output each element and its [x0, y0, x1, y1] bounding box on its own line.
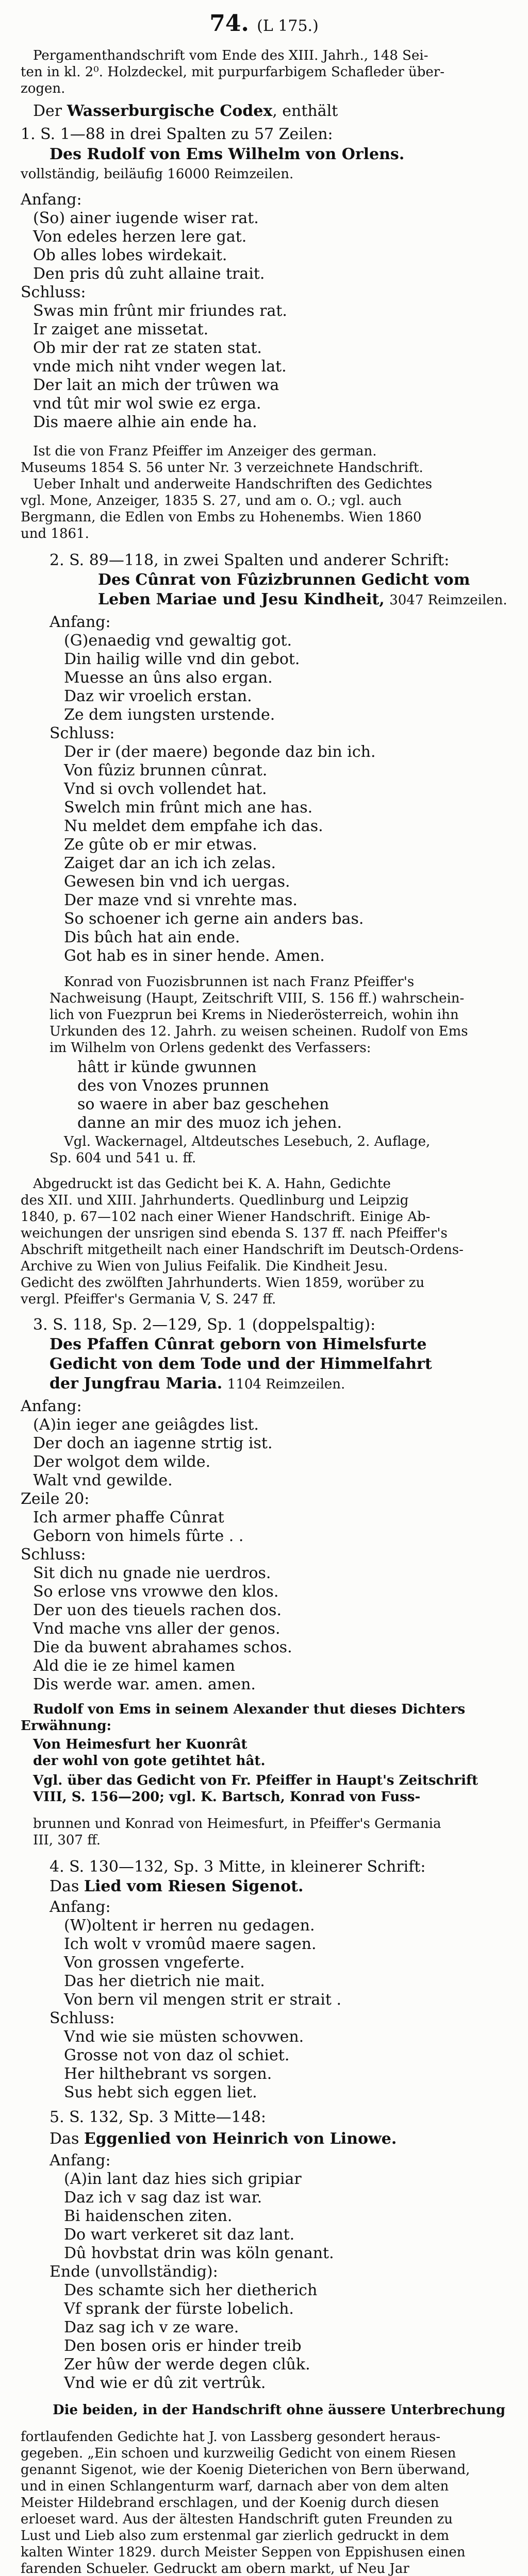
verse-line: Das her dietrich nie mait.	[64, 1972, 265, 1990]
ende-label: Ende (unvollständig):	[50, 2263, 218, 2281]
verse-line: (A)in lant daz hies sich gripiar	[64, 2170, 302, 2188]
schluss-label: Schluss:	[21, 1546, 86, 1564]
verse-line: So schoener ich gerne ain anders bas.	[64, 910, 364, 928]
note-line: brunnen und Konrad von Heimesfurt, in Pfeiffer's Germania	[33, 1816, 441, 1832]
verse-line: Den bosen oris er hinder treib	[64, 2337, 302, 2355]
verse-line: Vnd si ovch vollendet hat.	[64, 780, 267, 798]
verse-line: Daz ich v sag daz ist war.	[64, 2189, 262, 2207]
verse-line: Dis werde war. amen. amen.	[33, 1675, 256, 1693]
verse-line: des von Vnozes prunnen	[77, 1077, 269, 1095]
section-4-title-line	[50, 1877, 303, 1896]
section-2-title: Des Cûnrat von Fûzizbrunnen Gedicht vom	[98, 571, 470, 589]
note-line: Gedicht des zwölften Jahrhunderts. Wien 1859, worüber zu	[21, 1275, 425, 1291]
verse-line: Vnd wie sie müsten schovwen.	[64, 2028, 304, 2046]
note-line: farenden Schueler. Gedruckt am obern markt, uf Neu Jar	[21, 2561, 409, 2576]
schluss-label: Schluss:	[21, 283, 86, 301]
verse-line: (G)enaedig vnd gewaltig got.	[64, 632, 292, 650]
verse-line: Ze gûte ob er mir etwas.	[64, 836, 257, 854]
verse-line: Vf sprank der fürste lobelich.	[64, 2300, 294, 2318]
note-line: Rudolf von Ems in seinem Alexander thut dieses Dichters	[33, 1702, 466, 1717]
note-line: Meister Hildebrand erschlagen, und der Koenig durch diesen	[21, 2495, 439, 2511]
verse-line: Der ir (der maere) begonde daz bin ich.	[64, 743, 376, 761]
verse-line: Got hab es in siner hende. Amen.	[64, 947, 325, 965]
verse-line: der wohl von gote getihtet hât.	[33, 1753, 266, 1769]
note-line: Urkunden des 12. Jahrh. zu weisen scheinen. Rudolf von Ems	[50, 1024, 468, 1039]
verse-line: Den pris dû zuht allaine trait.	[33, 265, 265, 283]
section-3-count: 1104 Reimzeilen.	[227, 1377, 345, 1392]
verse-line: Von edeles herzen lere gat.	[33, 228, 247, 246]
verse-line: Din hailig wille vnd din gebot.	[64, 650, 300, 668]
verse-line: Der doch an iagenne strtig ist.	[33, 1434, 273, 1452]
intro-line: zogen.	[21, 81, 65, 96]
section-2-heading: 2. S. 89—118, in zwei Spalten und anderer Schrift:	[50, 551, 450, 569]
note-line: genannt Sigenot, wie der Koenig Dieterichen von Bern überwand,	[21, 2462, 470, 2478]
verse-line: Sit dich nu gnade nie uerdros.	[33, 1564, 271, 1582]
verse-line: (W)oltent ir herren nu gedagen.	[64, 1917, 315, 1935]
verse-line: Ir zaiget ane missetat.	[33, 320, 209, 338]
note-line: und 1861.	[21, 526, 89, 541]
note-line: Nachweisung (Haupt, Zeitschrift VIII, S. 156 ff.) wahrschein-	[50, 991, 465, 1006]
note-line: Erwähnung:	[21, 1718, 112, 1734]
verse-line: Ich armer phaffe Cûnrat	[33, 1509, 224, 1527]
section-3-title-line3	[50, 1375, 345, 1393]
verse-line: Der lait an mich der trûwen wa	[33, 376, 279, 394]
verse-line: Bi haidenschen ziten.	[64, 2207, 233, 2225]
section-5-title-pre: Das	[50, 2130, 79, 2148]
section-1-title: Des Rudolf von Ems Wilhelm von Orlens.	[50, 145, 405, 163]
section-3-heading: 3. S. 118, Sp. 2—129, Sp. 1 (doppelspaltig):	[33, 1316, 376, 1334]
verse-line: Die da buwent abrahames schos.	[33, 1638, 292, 1656]
verse-line: hâtt ir künde gwunnen	[77, 1058, 257, 1076]
note-line: gegeben. „Ein schoen und kurzweilig Gedicht von einem Riesen	[21, 2446, 456, 2461]
note-line: Vgl. über das Gedicht von Fr. Pfeiffer in Haupt's Zeitschrift	[33, 1773, 478, 1788]
note-line: des XII. und XIII. Jahrhunderts. Quedlinburg und Leipzig	[21, 1193, 409, 1208]
verse-line: Daz wir vroelich erstan.	[64, 687, 252, 705]
note-line: Bergmann, die Edlen von Embs zu Hohenembs. Wien 1860	[21, 510, 422, 525]
verse-line: Von grossen vngeferte.	[64, 1954, 245, 1972]
section-4-heading: 4. S. 130—132, Sp. 3 Mitte, in kleinerer Schrift:	[50, 1858, 426, 1876]
schluss-label: Schluss:	[50, 2009, 115, 2027]
verse-line: Her hilthebrant vs sorgen.	[64, 2065, 272, 2083]
note-line: Die beiden, in der Handschrift ohne äussere Unterbrechung	[53, 2402, 505, 2418]
note-line: Sp. 604 und 541 u. ff.	[50, 1150, 196, 1166]
verse-line: so waere in aber baz geschehen	[77, 1095, 329, 1113]
section-2-title-cont: Leben Mariae und Jesu Kindheit,	[98, 590, 385, 608]
section-3-title-cont: der Jungfrau Maria.	[50, 1375, 223, 1393]
verse-line: Ze dem iungsten urstende.	[64, 706, 275, 724]
section-1-subtitle: vollständig, beiläufig 16000 Reimzeilen.	[21, 166, 294, 182]
verse-line: Der maze vnd si vnrehte mas.	[64, 891, 298, 909]
verse-line: Dû hovbstat drin was köln genant.	[64, 2244, 334, 2262]
section-2-title-line2	[98, 590, 507, 609]
verse-line: So erlose vns vrowwe den klos.	[33, 1583, 279, 1601]
codex-post: , enthält	[272, 102, 338, 120]
note-line: Lust und Lieb also zum erstenmal gar zierlich gedruckt in dem	[21, 2528, 450, 2544]
verse-line: Daz sag ich v ze ware.	[64, 2318, 239, 2336]
note-line: weichungen der unsrigen sind ebenda S. 137 ff. nach Pfeiffer's	[21, 1226, 448, 1241]
verse-line: Muesse an ûns also ergan.	[64, 669, 273, 687]
codex-name: Wasserburgische Codex	[67, 102, 273, 120]
section-5-title: Eggenlied von Heinrich von Linowe.	[84, 2130, 397, 2148]
page-reference: (L 175.)	[257, 17, 319, 35]
anfang-label: Anfang:	[21, 191, 82, 209]
verse-line: Nu meldet dem empfahe ich das.	[64, 817, 323, 835]
verse-line: Geborn von himels fûrte . .	[33, 1527, 244, 1545]
verse-line: Zaiget dar an ich ich zelas.	[64, 854, 276, 872]
anfang-label: Anfang:	[50, 1898, 111, 1916]
note-line: Konrad von Fuozisbrunnen ist nach Franz Pfeiffer's	[64, 974, 415, 990]
section-4-title: Lied vom Riesen Sigenot.	[84, 1877, 304, 1895]
verse-line: Do wart verkeret sit daz lant.	[64, 2226, 295, 2244]
section-3-title: Des Pfaffen Cûnrat geborn von Himelsfurte	[50, 1335, 427, 1353]
page-number: 74.	[209, 10, 249, 37]
verse-line: Der wolgot dem wilde.	[33, 1453, 211, 1471]
section-1-heading: 1. S. 1—88 in drei Spalten zu 57 Zeilen:	[21, 125, 333, 143]
note-line: Ueber Inhalt und anderweite Handschriften des Gedichtes	[33, 477, 433, 492]
codex-line	[33, 102, 338, 121]
verse-line: Von Heimesfurt her Kuonrât	[33, 1737, 248, 1752]
codex-pre: Der	[33, 102, 62, 120]
verse-line: danne an mir des muoz ich jehen.	[77, 1114, 342, 1132]
verse-line: Gewesen bin vnd ich uergas.	[64, 873, 290, 891]
verse-line: Vnd wie er dû zit vertrûk.	[64, 2374, 266, 2392]
verse-line: Von fûziz brunnen cûnrat.	[64, 761, 268, 779]
schluss-label: Schluss:	[50, 724, 115, 742]
anfang-label: Anfang:	[50, 2151, 111, 2170]
note-line: VIII, S. 156—200; vgl. K. Bartsch, Konrad von Fuss-	[33, 1789, 421, 1805]
note-line: Abgedruckt ist das Gedicht bei K. A. Hahn, Gedichte	[33, 1176, 391, 1192]
verse-line: Sus hebt sich eggen liet.	[64, 2083, 257, 2102]
note-line: und in einen Schlangenturm warf, darnach aber von dem alten	[21, 2479, 449, 2494]
verse-line: Ald die ie ze himel kamen	[33, 1657, 235, 1675]
verse-line: Dis bûch hat ain ende.	[64, 928, 240, 946]
verse-line: Ich wolt v vromûd maere sagen.	[64, 1935, 317, 1953]
verse-line: vnde mich niht vnder wegen lat.	[33, 358, 287, 376]
verse-line: Swelch min frûnt mich ane has.	[64, 799, 313, 817]
verse-line: (So) ainer iugende wiser rat.	[33, 209, 259, 227]
note-line: Museums 1854 S. 56 unter Nr. 3 verzeichnete Handschrift.	[21, 460, 423, 476]
note-line: III, 307 ff.	[33, 1833, 101, 1848]
anfang-label: Anfang:	[50, 613, 111, 631]
verse-line: Vnd mache vns aller der genos.	[33, 1620, 280, 1638]
note-line: Vgl. Wackernagel, Altdeutsches Lesebuch, 2. Auflage,	[64, 1134, 431, 1149]
verse-line: Zer hûw der werde degen clûk.	[64, 2355, 310, 2374]
note-line: Ist die von Franz Pfeiffer im Anzeiger des german.	[33, 444, 377, 459]
note-line: im Wilhelm von Orlens gedenkt des Verfassers:	[50, 1040, 371, 1056]
note-line: vgl. Mone, Anzeiger, 1835 S. 27, und am o. O.; vgl. auch	[21, 493, 402, 509]
note-line: erloeset ward. Aus der ältesten Handschrift guten Freunden zu	[21, 2512, 453, 2527]
intro-line: Pergamenthandschrift vom Ende des XIII. Jahrh., 148 Sei-	[33, 48, 428, 63]
zeile-label: Zeile 20:	[21, 1490, 90, 1508]
section-2-count: 3047 Reimzeilen.	[389, 592, 507, 608]
note-line: vergl. Pfeiffer's Germania V, S. 247 ff.	[21, 1292, 276, 1307]
note-line: kalten Winter 1829. durch Meister Seppen von Eppishusen einen	[21, 2545, 466, 2560]
note-line: Archive zu Wien von Julius Feifalik. Die Kindheit Jesu.	[21, 1259, 388, 1274]
anfang-label: Anfang:	[21, 1397, 82, 1415]
verse-line: Ob alles lobes wirdekait.	[33, 246, 227, 264]
verse-line: Walt vnd gewilde.	[33, 1471, 173, 1489]
section-3-title-line2: Gedicht von dem Tode und der Himmelfahrt	[50, 1355, 432, 1373]
verse-line: Von bern vil mengen strit er strait .	[64, 1991, 342, 2009]
verse-line: Der uon des tieuels rachen dos.	[33, 1601, 282, 1619]
verse-line: Swas min frûnt mir friundes rat.	[33, 302, 287, 320]
verse-line: (A)in ieger ane geiâgdes list.	[33, 1416, 259, 1434]
section-4-title-pre: Das	[50, 1877, 79, 1895]
intro-line: ten in kl. 2⁰. Holzdeckel, mit purpurfarbigem Schafleder über-	[21, 64, 445, 80]
section-5-heading: 5. S. 132, Sp. 3 Mitte—148:	[50, 2108, 267, 2126]
note-line: Abschrift mitgetheilt nach einer Handschrift im Deutsch-Ordens-	[21, 1242, 464, 1258]
note-line: 1840, p. 67—102 nach einer Wiener Handschrift. Einige Ab-	[21, 1209, 431, 1225]
note-line: lich von Fuezprun bei Krems in Niederösterreich, wohin ihn	[50, 1007, 459, 1023]
verse-line: vnd tût mir wol swie ez erga.	[33, 395, 261, 413]
verse-line: Dis maere alhie ain ende ha.	[33, 413, 257, 431]
section-5-title-line	[50, 2130, 397, 2148]
note-line: fortlaufenden Gedichte hat J. von Lassberg gesondert heraus-	[21, 2429, 440, 2445]
verse-line: Ob mir der rat ze staten stat.	[33, 339, 262, 357]
verse-line: Grosse not von daz ol schiet.	[64, 2046, 290, 2064]
verse-line: Des schamte sich her dietherich	[64, 2281, 318, 2299]
page-header	[0, 10, 528, 37]
